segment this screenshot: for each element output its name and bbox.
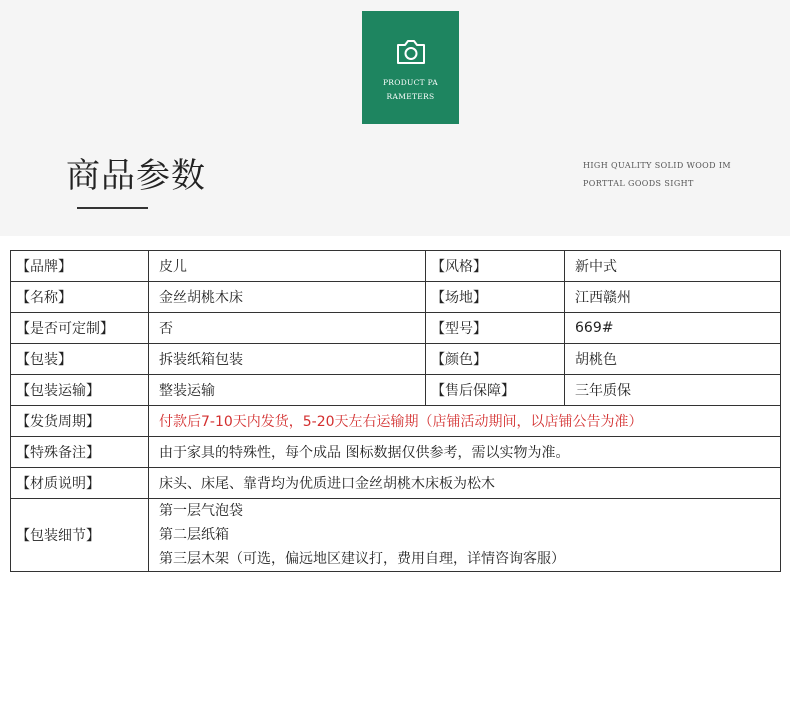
- aftersale-value: 三年质保: [565, 375, 781, 406]
- shipping-value: 整装运输: [149, 375, 426, 406]
- table-row: [11, 406, 781, 437]
- model-value: 669#: [565, 313, 781, 344]
- camera-icon: [395, 38, 427, 66]
- custom-label: 【是否可定制】: [11, 313, 149, 344]
- pack-detail-line-1: 第一层气泡袋: [159, 503, 243, 519]
- subtitle-line2: PORTTAL GOODS SIGHT: [583, 179, 694, 188]
- brand-label: 【品牌】: [11, 251, 149, 282]
- pack-detail-label: 【包装细节】: [11, 499, 149, 572]
- page-title: 商品参数: [66, 156, 206, 196]
- name-value: 金丝胡桃木床: [149, 282, 426, 313]
- pack-detail-lines: [149, 499, 781, 572]
- table-row: [11, 251, 781, 282]
- delivery-value: 付款后7-10天内发货，5-20天左右运输期（店铺活动期间，以店铺公告为准）: [149, 406, 781, 437]
- custom-value: 否: [149, 313, 426, 344]
- table-row: [11, 282, 781, 313]
- pack-detail-line-3: 第三层木架（可选，偏远地区建议打，费用自理，详情咨询客服）: [159, 551, 565, 567]
- delivery-label: 【发货周期】: [11, 406, 149, 437]
- params-table: [10, 250, 781, 572]
- badge-text-line2: RAMETERS: [386, 92, 435, 101]
- table-row: [11, 313, 781, 344]
- pack-detail-line-2: 第二层纸箱: [159, 527, 229, 543]
- header-section: [0, 0, 790, 236]
- note-label: 【特殊备注】: [11, 437, 149, 468]
- product-parameters-badge: [362, 11, 459, 124]
- aftersale-label: 【售后保障】: [426, 375, 565, 406]
- model-label: 【型号】: [426, 313, 565, 344]
- material-label: 【材质说明】: [11, 468, 149, 499]
- title-underline: [77, 207, 148, 209]
- color-label: 【颜色】: [426, 344, 565, 375]
- table-row: [11, 468, 781, 499]
- origin-label: 【场地】: [426, 282, 565, 313]
- table-row: [11, 437, 781, 468]
- subtitle-line1: HIGH QUALITY SOLID WOOD IM: [583, 161, 732, 170]
- badge-text-line1: PRODUCT PA: [382, 78, 439, 87]
- table-row: [11, 344, 781, 375]
- brand-value: 皮儿: [149, 251, 426, 282]
- table-row: [11, 375, 781, 406]
- material-value: 床头、床尾、靠背均为优质进口金丝胡桃木床板为松木: [149, 468, 781, 499]
- color-value: 胡桃色: [565, 344, 781, 375]
- style-label: 【风格】: [426, 251, 565, 282]
- origin-value: 江西赣州: [565, 282, 781, 313]
- note-value: 由于家具的特殊性，每个成品 图标数据仅供参考，需以实物为准。: [149, 437, 781, 468]
- table-row: [11, 499, 781, 572]
- shipping-label: 【包装运输】: [11, 375, 149, 406]
- style-value: 新中式: [565, 251, 781, 282]
- package-value: 拆装纸箱包装: [149, 344, 426, 375]
- package-label: 【包装】: [11, 344, 149, 375]
- name-label: 【名称】: [11, 282, 149, 313]
